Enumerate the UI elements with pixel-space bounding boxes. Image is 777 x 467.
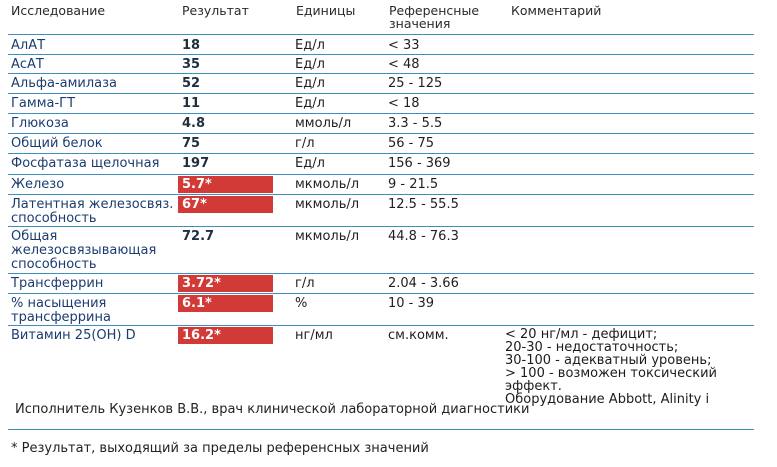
result-value-flagged: 67* <box>178 196 273 213</box>
reference-range: 25 - 125 <box>388 76 443 91</box>
header-result: Результат <box>182 3 249 18</box>
table-row <box>0 154 777 174</box>
units-value: мкмоль/л <box>295 177 360 192</box>
table-row <box>0 274 777 293</box>
test-name: АлАТ <box>11 38 46 53</box>
test-name: Трансферрин <box>11 276 104 291</box>
table-row <box>0 326 777 407</box>
units-value: нг/мл <box>295 328 333 343</box>
units-value: ммоль/л <box>295 116 352 131</box>
reference-range: 44.8 - 76.3 <box>388 229 459 244</box>
units-value: Ед/л <box>295 57 325 72</box>
result-value: 197 <box>182 156 210 171</box>
units-value: г/л <box>295 276 315 291</box>
test-name: Железо <box>11 177 65 192</box>
comment-text: < 20 нг/мл - дефицит; 20-30 - недостаточность; 30-100 - адекватный уровень; > 100 - возможен токсический эффект. Оборудование Abbott, Alinity i <box>505 327 717 407</box>
result-value-flagged: 16.2* <box>178 327 273 344</box>
test-name: Глюкоза <box>11 116 69 131</box>
test-name: Общая железосвязывающая способность <box>11 229 157 272</box>
test-name: Латентная железосвяз. способность <box>11 197 174 226</box>
units-value: мкмоль/л <box>295 197 360 212</box>
reference-range: 9 - 21.5 <box>388 177 439 192</box>
test-name: Общий белок <box>11 136 103 151</box>
test-name: Альфа-амилаза <box>11 76 118 91</box>
units-value: Ед/л <box>295 96 325 111</box>
units-value: % <box>295 296 308 311</box>
units-value: Ед/л <box>295 156 325 171</box>
units-value: г/л <box>295 136 315 151</box>
header-reference: Референсные значения <box>389 3 480 31</box>
result-value: 11 <box>182 96 201 111</box>
units-value: Ед/л <box>295 76 325 91</box>
test-name: Фосфатаза щелочная <box>11 156 160 171</box>
result-value: 52 <box>182 76 201 91</box>
result-value-flagged: 3.72* <box>178 275 273 292</box>
test-name: АсАТ <box>11 57 44 72</box>
result-value-flagged: 6.1* <box>178 295 273 312</box>
reference-range: < 33 <box>388 38 420 53</box>
footnote: * Результат, выходящий за пределы референсных значений <box>11 441 429 456</box>
reference-range: 2.04 - 3.66 <box>388 276 459 291</box>
reference-range: 3.3 - 5.5 <box>388 116 443 131</box>
reference-range: см.комм. <box>388 328 449 343</box>
table-row <box>0 294 777 325</box>
result-value: 18 <box>182 38 201 53</box>
table-row <box>0 55 777 73</box>
table-row <box>0 134 777 153</box>
reference-range: < 18 <box>388 96 420 111</box>
result-value: 4.8 <box>182 116 206 131</box>
row-separator <box>8 34 754 35</box>
header-test: Исследование <box>11 3 106 18</box>
table-row <box>0 175 777 194</box>
performer-line: Исполнитель Кузенков В.В., врач клинической лабораторной диагностики <box>15 402 530 417</box>
units-value: мкмоль/л <box>295 229 360 244</box>
header-units: Единицы <box>296 3 356 18</box>
result-value: 72.7 <box>182 229 215 244</box>
table-row <box>0 94 777 113</box>
table-row <box>0 114 777 133</box>
test-name: Гамма-ГТ <box>11 96 76 111</box>
reference-range: < 48 <box>388 57 420 72</box>
result-value-flagged: 5.7* <box>178 176 273 193</box>
result-value: 75 <box>182 136 201 151</box>
result-value: 35 <box>182 57 201 72</box>
test-name: Витамин 25(OH) D <box>11 328 136 343</box>
header-comment: Комментарий <box>511 3 602 18</box>
test-name: % насыщения трансферрина <box>11 296 111 325</box>
table-row <box>0 74 777 93</box>
table-row <box>0 227 777 273</box>
table-row <box>0 195 777 226</box>
table-row <box>0 36 777 54</box>
reference-range: 12.5 - 55.5 <box>388 197 459 212</box>
units-value: Ед/л <box>295 38 325 53</box>
reference-range: 10 - 39 <box>388 296 435 311</box>
divider <box>8 429 754 430</box>
reference-range: 156 - 369 <box>388 156 451 171</box>
reference-range: 56 - 75 <box>388 136 435 151</box>
